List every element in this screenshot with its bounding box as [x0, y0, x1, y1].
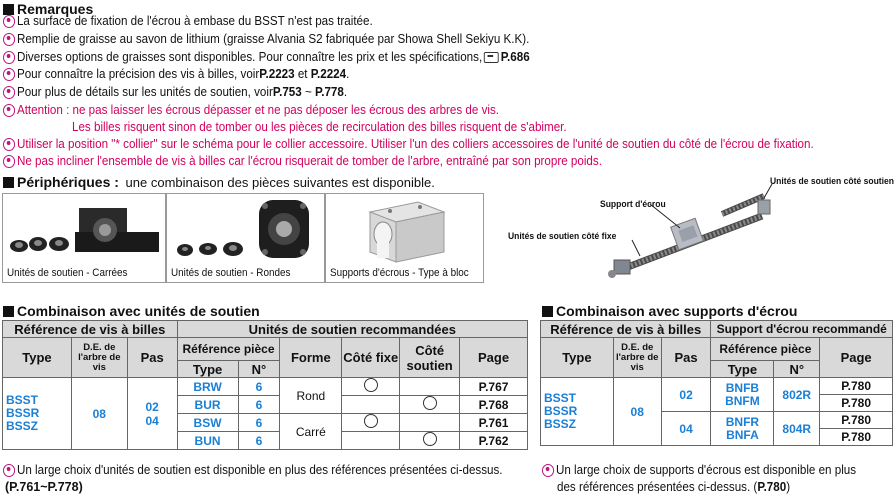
col-ref: Référence de vis à billes	[541, 321, 711, 338]
ref-link[interactable]: P.753	[272, 85, 302, 99]
square-icon	[3, 4, 14, 15]
bullet-icon	[3, 33, 15, 46]
ref-link[interactable]: P.780	[757, 480, 787, 494]
attention-1: Attention : ne pas laisser les écrous dépasser et ne pas déposer les écrous des arbres de vis.	[3, 103, 499, 117]
assembly-diagram	[592, 176, 895, 288]
peripherals-header: Périphériques : une combinaison des pièces suivantes est disponible.	[3, 174, 435, 190]
col-type: Type	[3, 338, 72, 378]
n-cell: 804R	[774, 412, 820, 446]
page-cell[interactable]: P.768	[460, 396, 528, 414]
support-note-ref[interactable]: (P.761~P.778)	[5, 480, 83, 494]
label-nut-support: Support d'écrou	[600, 199, 666, 210]
col-recommended: Unités de soutien recommandées	[177, 321, 527, 338]
label-support-side: Unités de soutien côté soutien	[770, 176, 895, 187]
nut-table-note: Un large choix de supports d'écrous est disponible en plus	[542, 463, 856, 477]
n-cell: 6	[238, 432, 280, 450]
page-cell[interactable]: P.762	[460, 432, 528, 450]
page-cell[interactable]: P.780	[820, 412, 893, 429]
col-refpiece: Référence pièce	[711, 338, 820, 361]
bullet-icon	[3, 51, 15, 64]
col-n: N°	[238, 361, 280, 378]
square-icon	[542, 306, 553, 317]
soutien-cell	[400, 414, 460, 432]
remark-5: Pour plus de détails sur les unités de soutien, voir P.753 ~ P.778 .	[3, 85, 347, 99]
col-ref: Référence de vis à billes	[3, 321, 178, 338]
type-cell: BRW	[177, 378, 238, 396]
col-page: Page	[820, 338, 893, 378]
col-soutien: Côté soutien	[400, 338, 460, 378]
remarks-title: Remarques	[17, 1, 94, 17]
page-cell[interactable]: P.780	[820, 378, 893, 395]
soutien-cell	[400, 378, 460, 396]
circle-mark-icon	[423, 396, 437, 410]
pas-cell: 02 04	[127, 378, 177, 450]
type-cell: BUR	[177, 396, 238, 414]
type-cell: BUN	[177, 432, 238, 450]
bullet-icon	[3, 155, 15, 168]
de-cell: 08	[71, 378, 127, 450]
circle-mark-icon	[364, 414, 378, 428]
col-type2: Type	[711, 361, 774, 378]
combo-support-header: Combinaison avec unités de soutien	[3, 303, 260, 319]
fixe-cell	[342, 414, 400, 432]
support-combination-table	[2, 320, 528, 450]
bullet-icon	[3, 68, 15, 81]
types-cell: BSST BSSR BSSZ	[3, 378, 72, 450]
attention-3: Utiliser la position "* collier" sur le schéma pour le collier accessoire. Utiliser l'un des colliers accessoires de l'unité de soutien du côté de l'écrou de fixation.	[3, 137, 814, 151]
col-de: D.E. de l'arbre de vis	[71, 338, 127, 378]
nut-combination-table	[540, 320, 893, 446]
attention-4: Ne pas incliner l'ensemble de vis à billes car l'écrou risquerait de tomber de l'arbre, entraîné par son propre poids.	[3, 154, 602, 168]
col-page: Page	[460, 338, 528, 378]
combo-nut-header: Combinaison avec supports d'écrou	[542, 303, 797, 319]
page-cell[interactable]: P.761	[460, 414, 528, 432]
fixe-cell	[342, 378, 400, 396]
circle-mark-icon	[364, 378, 378, 392]
type-cell: BNFB BNFM	[711, 378, 774, 412]
col-n: N°	[774, 361, 820, 378]
square-support-image	[3, 194, 165, 264]
label-fixed-side: Unités de soutien côté fixe	[508, 231, 617, 242]
page-cell[interactable]: P.780	[820, 429, 893, 446]
nut-table-note-2: des références présentées ci-dessus. ( P.780 )	[557, 480, 791, 494]
col-recommended: Support d'écrou recommandé	[711, 321, 893, 338]
col-type2: Type	[177, 361, 238, 378]
forme-cell: Rond	[280, 378, 342, 414]
page-cell[interactable]: P.767	[460, 378, 528, 396]
col-refpiece: Référence pièce	[177, 338, 280, 361]
photo-square-support: Unités de soutien - Carrées	[2, 193, 166, 283]
types-cell: BSST BSSR BSSZ	[541, 378, 614, 446]
type-cell: BSW	[177, 414, 238, 432]
col-pas: Pas	[661, 338, 711, 378]
type-cell: BNFR BNFA	[711, 412, 774, 446]
col-de: D.E. de l'arbre de vis	[613, 338, 661, 378]
n-cell: 6	[238, 396, 280, 414]
pas-cell: 02	[661, 378, 711, 412]
ref-link[interactable]: P.2223	[259, 67, 295, 81]
bullet-icon	[542, 464, 554, 477]
photo-round-support: Unités de soutien - Rondes	[166, 193, 325, 283]
soutien-cell	[400, 396, 460, 414]
col-type: Type	[541, 338, 614, 378]
round-support-image	[167, 194, 324, 266]
ref-link[interactable]: P.2224	[310, 67, 347, 81]
fixe-cell	[342, 432, 400, 450]
page-cell[interactable]: P.780	[820, 395, 893, 412]
n-cell: 802R	[774, 378, 820, 412]
pas-cell: 04	[661, 412, 711, 446]
square-icon	[3, 306, 14, 317]
soutien-cell	[400, 432, 460, 450]
remark-2: Remplie de graisse au savon de lithium (graisse Alvania S2 fabriquée par Showa Shell Sekiyu K.K).	[3, 32, 529, 46]
n-cell: 6	[238, 414, 280, 432]
nut-bracket-image	[326, 194, 483, 266]
table-row	[541, 378, 893, 395]
forme-cell: Carré	[280, 414, 342, 450]
attention-2: Les billes risquent sinon de tomber ou les pièces de recirculation des billes risquent de s'abimer.	[72, 120, 567, 134]
n-cell: 6	[238, 378, 280, 396]
bullet-icon	[3, 138, 15, 151]
circle-mark-icon	[423, 432, 437, 446]
remark-1: La surface de fixation de l'écrou à embase du BSST n'est pas traitée.	[3, 14, 373, 28]
de-cell: 08	[613, 378, 661, 446]
reference-icon	[484, 52, 499, 63]
col-pas: Pas	[127, 338, 177, 378]
remark-3: Diverses options de graisses sont disponibles. Pour connaître les prix et les spécifications, P.686	[3, 50, 530, 64]
bullet-icon	[3, 464, 15, 477]
col-fixe: Côté fixe	[342, 338, 400, 378]
bullet-icon	[3, 104, 15, 117]
remark-4: Pour connaître la précision des vis à billes, voir P.2223 et P.2224 .	[3, 67, 349, 81]
fixe-cell	[342, 396, 400, 414]
support-table-note: Un large choix d'unités de soutien est disponible en plus des références présentées ci-dessus.	[3, 463, 503, 477]
table-row	[3, 378, 528, 396]
bullet-icon	[3, 86, 15, 99]
bullet-icon	[3, 15, 15, 28]
ref-link[interactable]: P.778	[314, 85, 344, 99]
square-icon	[3, 177, 14, 188]
ref-link[interactable]: P.686	[500, 50, 530, 64]
col-forme: Forme	[280, 338, 342, 378]
photo-nut-bracket: Supports d'écrous - Type à bloc	[325, 193, 484, 283]
